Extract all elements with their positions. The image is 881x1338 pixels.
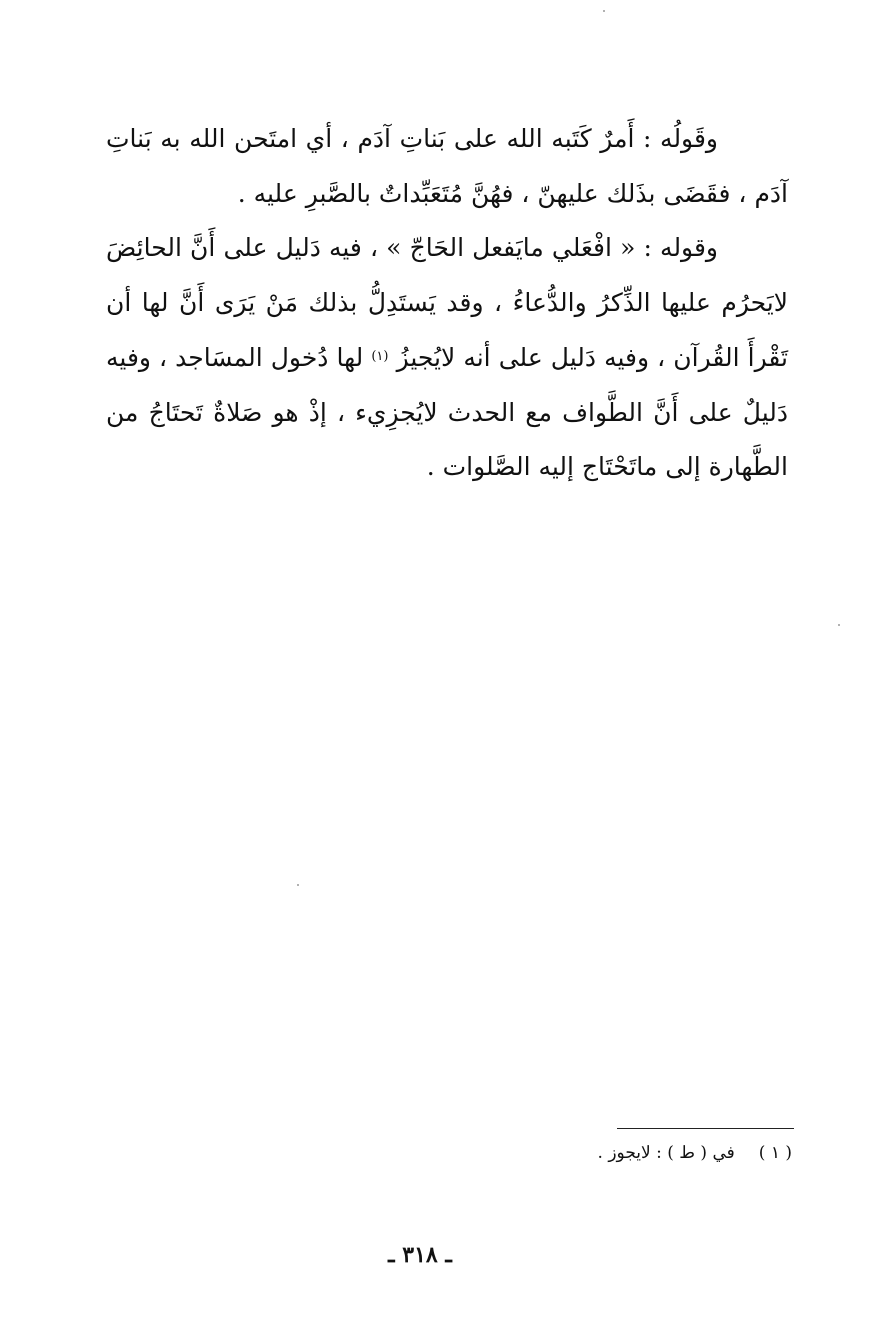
footnote [480,1138,792,1168]
page-number: ـ ٣١٨ ـ [388,1242,452,1268]
footnote-text: في ( ط ) : لايجوز . [597,1143,735,1163]
footnote-reference[interactable]: (١) [371,349,389,364]
scan-speck [838,624,840,626]
paragraph-1: وقَولُه : أَمرٌ كَتَبه الله على بَناتِ آدَم ، أي امتَحن الله به بَناتِ آدَم ، فقَضَى بذَلك عليهنّ ، فهُنَّ مُتَعَبِّداتٌ بالصَّبرِ عليه . [106,124,788,208]
main-text [106,112,788,495]
scan-speck [603,10,605,12]
paragraph-2 [106,221,788,495]
footnote-number: ( ١ ) [758,1143,792,1163]
paragraph-2-part-1: وقوله : « افْعَلي مايَفعل الحَاجّ » ، فيه دَليل على أَنَّ الحائِضَ لايَحرُم عليها الذِّكرُ والدُّعاءُ ، وقد يَستَدِلُّ بذلك مَنْ يَرَى أَنَّ لها أن تَقْرأَ القُرآن ، وفيه دَليل على أنه لايُجيزُ [106,233,789,372]
paragraph-2-part-2: لها دُخول المسَاجد ، وفيه دَليلٌ على أَنَّ الطَّواف مع الحدث لايُجزِيء ، إذْ هو صَلاةٌ تَحتَاجُ من الطَّهارة إلى ماتَحْتَاج إليه الصَّلوات . [106,343,788,481]
scan-speck [297,884,299,886]
footnote-separator [617,1128,794,1129]
